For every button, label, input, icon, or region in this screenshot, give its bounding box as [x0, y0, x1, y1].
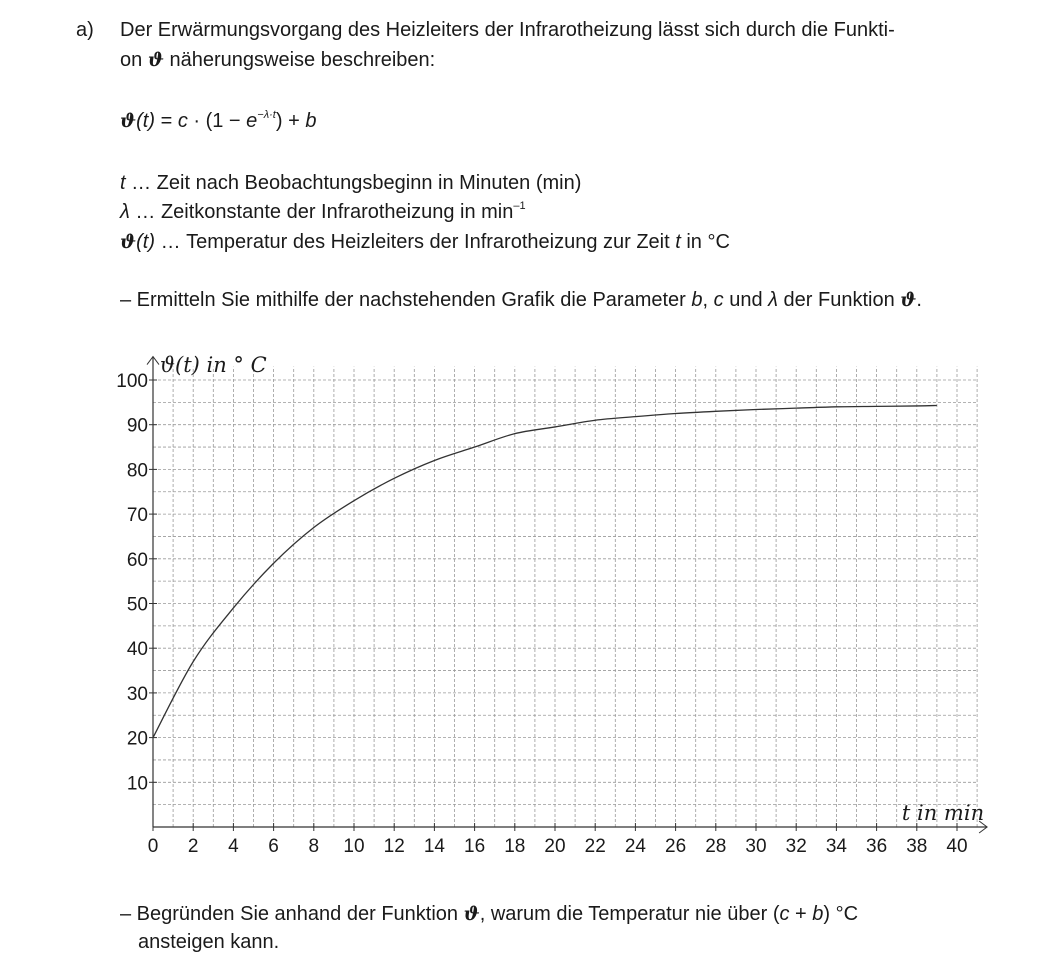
x-axis-title: t in min [901, 801, 985, 825]
y-tick-label: 60 [126, 549, 148, 571]
x-tick-label: 4 [228, 836, 239, 857]
x-tick-label: 30 [745, 836, 767, 857]
chart-curve [153, 405, 937, 737]
y-tick-label: 10 [126, 773, 148, 795]
x-tick-label: 36 [866, 836, 888, 857]
x-tick-label: 32 [785, 836, 807, 857]
x-tick-label: 6 [268, 836, 279, 857]
y-axis-title: ϑ(t) in ° C [160, 353, 267, 377]
question-2-line-2: ansteigen kann. [138, 931, 280, 953]
y-tick-label: 40 [126, 639, 148, 661]
theta-symbol: ϑ [147, 49, 164, 71]
y-tick-label: 100 [116, 371, 148, 392]
definition-t: t … Zeit nach Beobachtungsbeginn in Minuten (min) [120, 172, 582, 194]
x-tick-label: 24 [624, 836, 646, 857]
x-tick-label: 22 [584, 836, 606, 857]
x-tick-label: 20 [544, 836, 566, 857]
question-2: – Begründen Sie anhand der Funktion ϑ, warum die Temperatur nie über (c + b) °C [120, 903, 859, 925]
y-tick-label: 80 [126, 460, 148, 482]
intro-line-2: on ϑ näherungsweise beschreiben: [120, 49, 436, 71]
intro-line-1: Der Erwärmungsvorgang des Heizleiters der Infrarotheizung lässt sich durch die Funkti- [120, 19, 895, 41]
y-tick-label: 70 [126, 505, 148, 527]
definition-lambda: λ … Zeitkonstante der Infrarotheizung in $\min^{-1}$ [120, 200, 526, 223]
function-formula: $ϑ(t) = c \cdot (1 - e^{-\lambda\cdot t}) + b$ [120, 109, 317, 132]
x-tick-label: 38 [906, 836, 928, 857]
x-tick-label: 14 [423, 836, 445, 857]
x-tick-label: 10 [343, 836, 365, 857]
temperature-chart [0, 330, 1040, 870]
chart-grid [153, 367, 977, 827]
y-tick-label: 20 [126, 728, 148, 750]
x-tick-label: 18 [504, 836, 526, 857]
temperature-curve [153, 405, 937, 737]
question-1: – Ermitteln Sie mithilfe der nachstehenden Grafik die Parameter b, c und λ der Funktion ϑ. [120, 289, 922, 311]
chart-tick-labels [116, 371, 967, 857]
x-tick-label: 26 [665, 836, 687, 857]
x-tick-label: 28 [705, 836, 727, 857]
definition-theta: ϑ(t) … Temperatur des Heizleiters der Infrarotheizung zur Zeit t in °C [120, 231, 730, 253]
y-tick-label: 30 [126, 683, 148, 705]
x-tick-label: 12 [383, 836, 405, 857]
y-tick-label: 50 [126, 594, 148, 616]
x-tick-label: 34 [825, 836, 847, 857]
x-tick-label: 0 [147, 836, 159, 857]
x-tick-label: 16 [464, 836, 486, 857]
x-tick-label: 2 [187, 836, 199, 857]
chart-axes [147, 357, 987, 833]
y-tick-label: 90 [126, 415, 148, 437]
x-tick-label: 40 [946, 836, 968, 857]
x-tick-label: 8 [308, 836, 320, 857]
task-label: a) [76, 19, 94, 41]
